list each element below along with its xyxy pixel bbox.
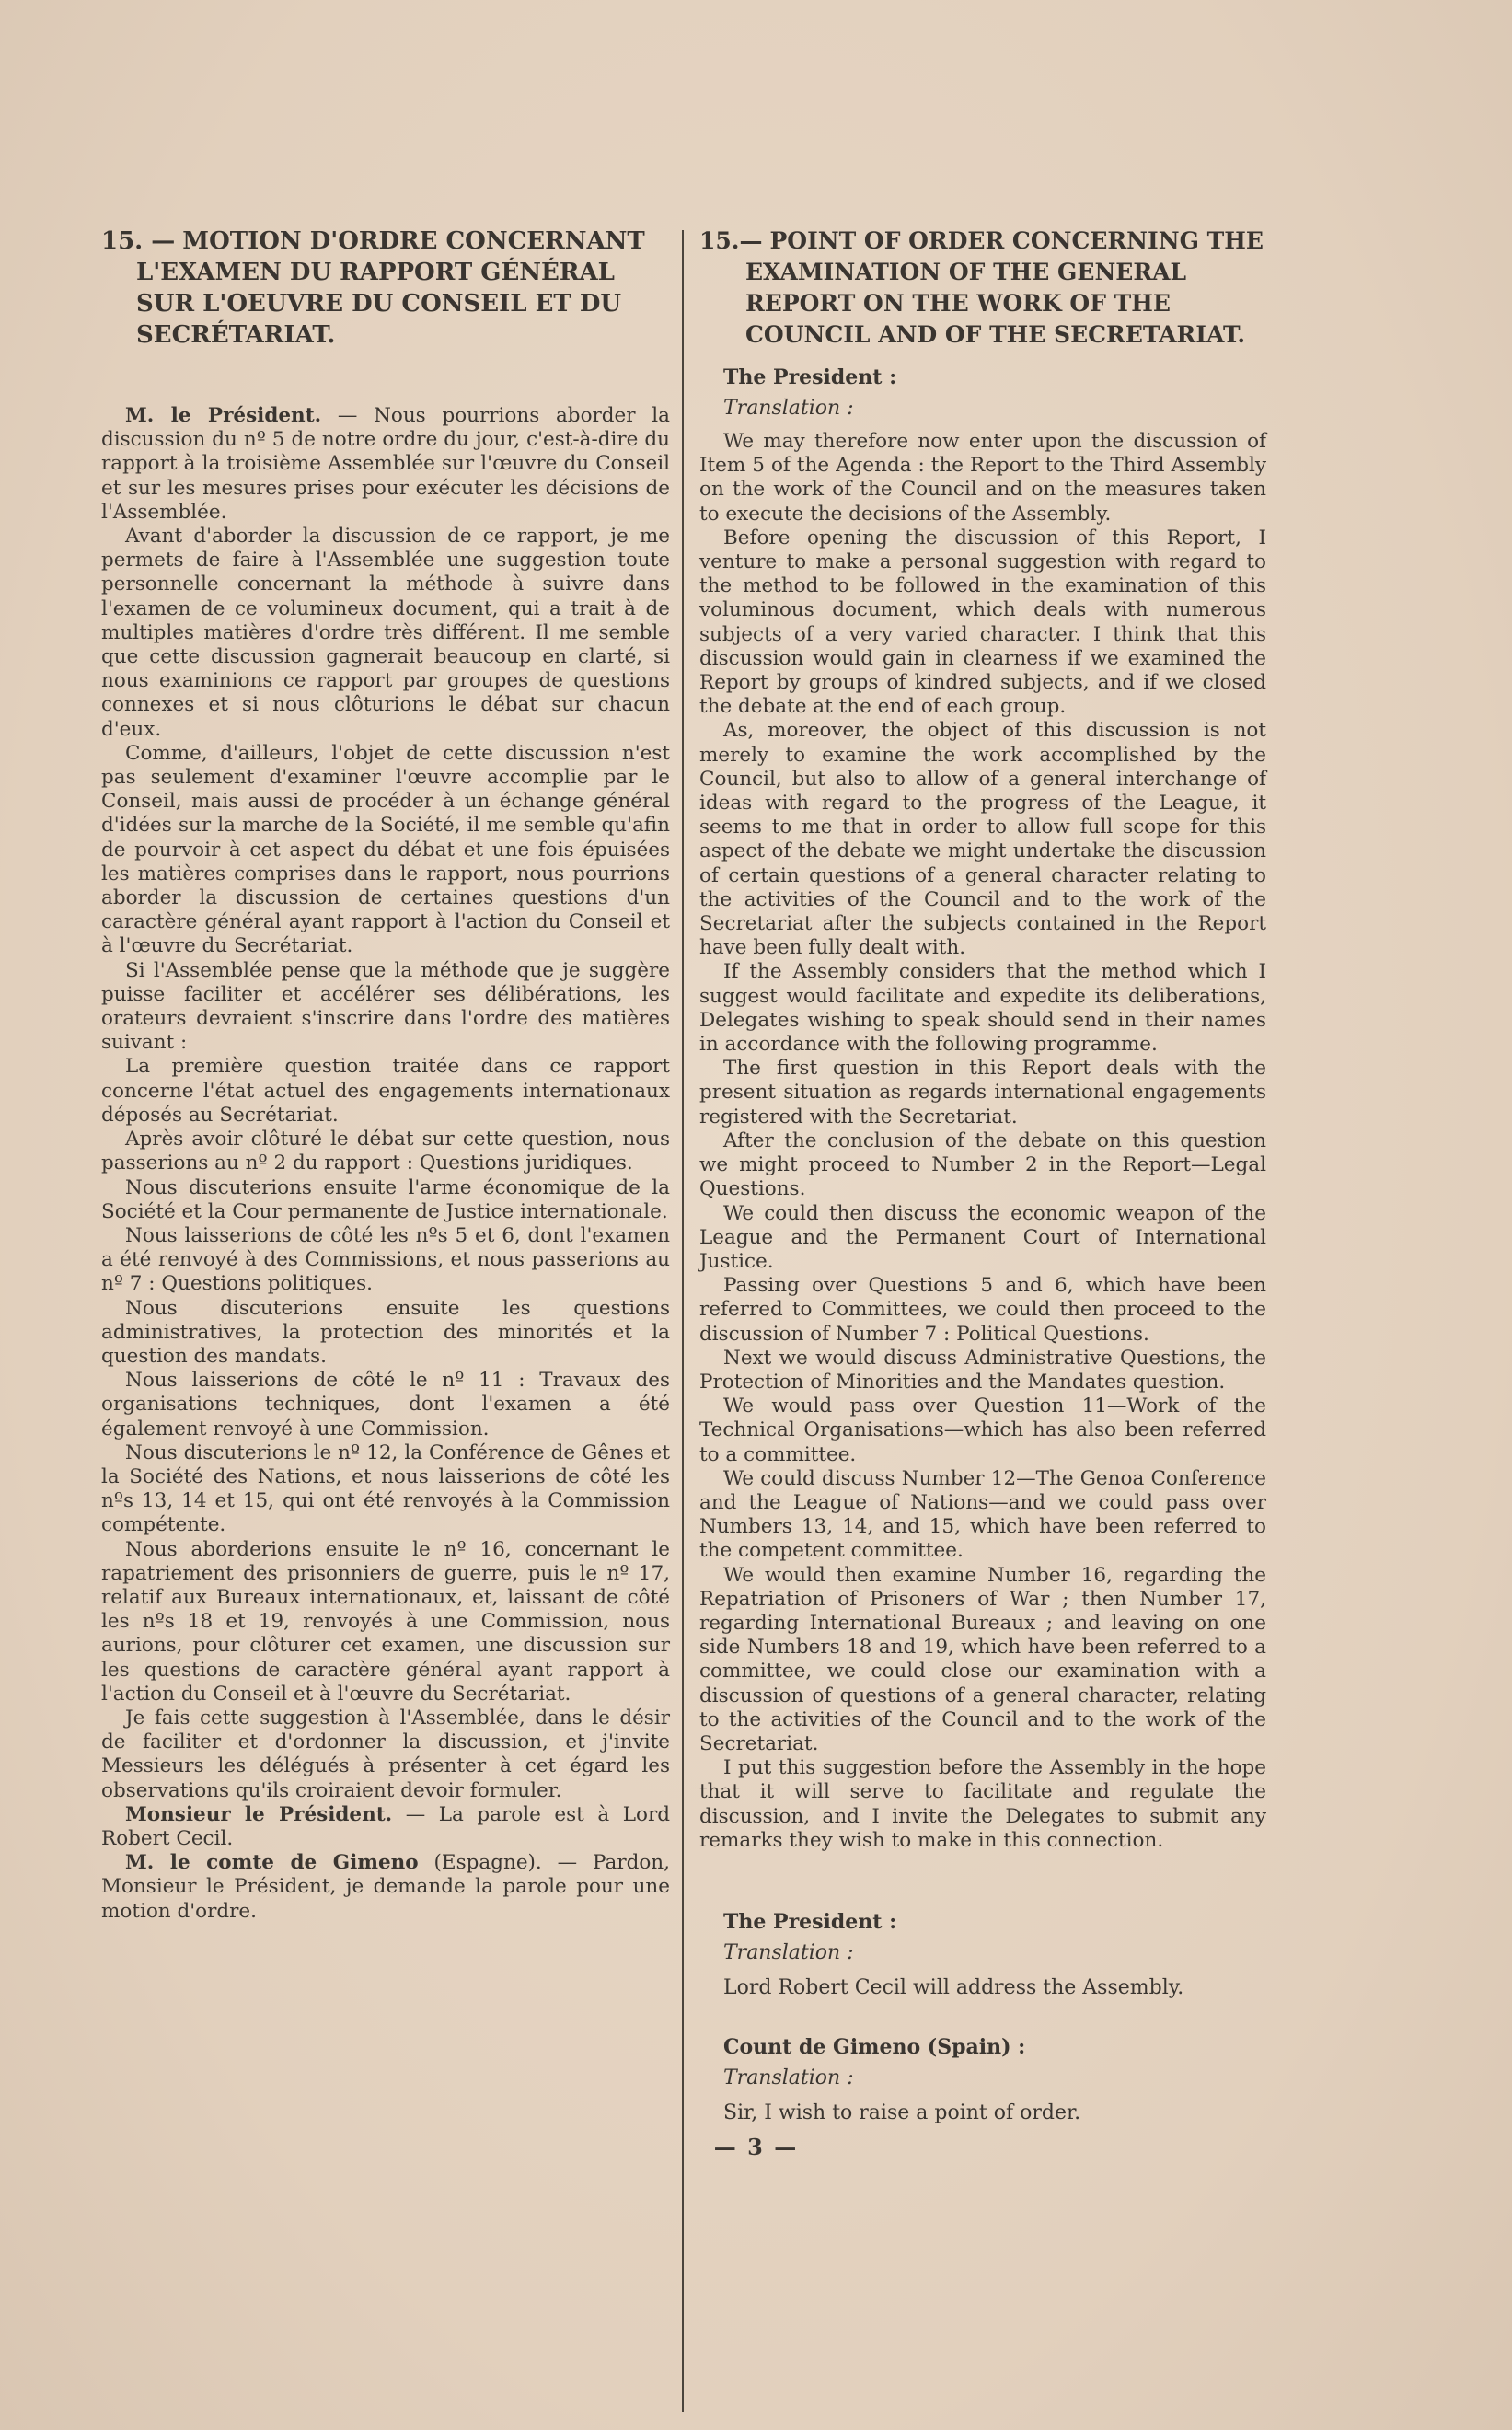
english-paragraph: After the conclusion of the debate on this question we might proceed to Number 2 in the Report—Legal Questions. [699,1128,1266,1201]
english-speaker-text: Sir, I wish to raise a point of order. [723,2100,1081,2124]
english-heading [699,226,1266,351]
english-paragraph: If the Assembly considers that the method which I suggest would facilitate and expedite its deliberations, Delegates wishing to speak should send in their names in accordance with the following programme. [699,960,1266,1057]
english-paragraph: We could discuss Number 12—The Genoa Conference and the League of Nations—and we could pass over Numbers 13, 14, and 15, which have been referred to the competent committee. [699,1466,1266,1563]
french-speaker-text: — La parole est à Lord Robert Cecil. [101,1802,670,1850]
page-number: — 3 — [713,2134,799,2160]
french-speaker-text: (Espagne). — Pardon, Monsieur le Président, je demande la parole pour une motion d'ordre. [101,1851,670,1923]
english-body [699,430,1266,1853]
french-paragraph: Nous laisserions de côté les nºs 5 et 6, dont l'examen a été renvoyé à des Commissions, et nous passerions au nº 7 : Questions politiques. [101,1223,670,1296]
english-heading-text: POINT OF ORDER CONCERNING THE EXAMINATION OF THE GENERAL REPORT ON THE WORK OF THE COUNCIL AND OF THE SECRETARIAT. [745,227,1264,348]
french-paragraph: Si l'Assemblée pense que la méthode que je suggère puisse faciliter et accélérer ses délibérations, les orateurs devraient s'inscrire dans l'ordre des matières suivant : [101,958,670,1055]
french-paragraph: La première question traitée dans ce rapport concerne l'état actuel des engagements internationaux déposés au Secrétariat. [101,1055,670,1127]
english-speaker-president-2: The President : [723,1909,897,1934]
english-paragraph: Before opening the discussion of this Report, I venture to make a personal suggestion with regard to the method to be followed in the examination of this voluminous document, which deals with numerous subjects of a very varied character. I think that this discussion would gain in clearness if we examined the Report by groups of kindred subjects, and if we closed the debate at the end of each group. [699,526,1266,719]
english-paragraph: We may therefore now enter upon the discussion of Item 5 of the Agenda : the Report to the Third Assembly on the work of the Council and on the measures taken to execute the decisions of the Assembly. [699,430,1266,526]
french-speaker-president-2: Monsieur le Président. [125,1802,393,1826]
english-paragraph: I put this suggestion before the Assembly in the hope that it will serve to facilitate and regulate the discussion, and I invite the Delegates to submit any remarks they wish to make in this connection. [699,1756,1266,1852]
french-paragraph: Nous aborderions ensuite le nº 16, concernant le rapatriement des prisonniers de guerre, puis le nº 17, relatif aux Bureaux internationaux, et, laissant de côté les nºs 18 et 19, renvoyés à une Commission, nous aurions, pour clôturer cet examen, une discussion sur les questions de caractère général ayant rapport à l'action du Conseil et à l'œuvre du Secrétariat. [101,1537,670,1706]
english-heading-number: 15.— [699,227,763,254]
english-paragraph: Passing over Questions 5 and 6, which have been referred to Committees, we could then proceed to the discussion of Number 7 : Political Questions. [699,1274,1266,1346]
french-paragraph: Je fais cette suggestion à l'Assemblée, dans le désir de faciliter et d'ordonner la discussion, et j'invite Messieurs les délégués à présenter à cet égard les observations qu'ils croiraient devoir formuler. [101,1706,670,1802]
french-heading-number: 15. — [101,227,176,255]
french-column [101,226,670,1924]
english-speaker-block [699,1908,1266,2002]
french-paragraph-text: — Nous pourrions aborder la discussion du nº 5 de notre ordre du jour, c'est-à-dire du rapport à la troisième Assemblée sur l'œuvre du Conseil et sur les mesures prises pour exécuter les décisions de l'Assemblée. [101,404,670,524]
french-speaker-gimeno: M. le comte de Gimeno [125,1851,419,1875]
french-paragraph: Nous laisserions de côté le nº 11 : Travaux des organisations techniques, dont l'examen a été également renvoyé à une Commission. [101,1369,670,1441]
translation-label: Translation : [723,397,854,420]
translation-label: Translation : [723,1940,854,1964]
english-paragraph: We would pass over Question 11—Work of the Technical Organisations—which has also been referred to a committee. [699,1394,1266,1466]
french-heading-text: MOTION D'ORDRE CONCERNANT L'EXAMEN DU RAPPORT GÉNÉRAL SUR L'OEUVRE DU CONSEIL ET DU SECRÉTARIAT. [136,227,645,349]
english-paragraph: We could then discuss the economic weapon of the League and the Permanent Court of International Justice. [699,1201,1266,1273]
french-paragraph: Après avoir clôturé le débat sur cette question, nous passerions au nº 2 du rapport : Questions juridiques. [101,1128,670,1175]
french-paragraph: Nous discuterions le nº 12, la Conférence de Gênes et la Société des Nations, et nous laisserions de côté les nºs 13, 14 et 15, qui ont été renvoyés à la Commission compétente. [101,1441,670,1537]
english-speaker-president: The President : [723,365,897,389]
english-speaker-block [699,2033,1266,2127]
column-divider [682,230,684,2412]
french-paragraph: Nous discuterions ensuite les questions administratives, la protection des minorités et la question des mandats. [101,1296,670,1368]
french-speaker-block [101,1803,670,1851]
english-speaker-gimeno: Count de Gimeno (Spain) : [723,2034,1026,2059]
english-paragraph: Next we would discuss Administrative Questions, the Protection of Minorities and the Mandates question. [699,1346,1266,1394]
english-paragraph: We would then examine Number 16, regarding the Repatriation of Prisoners of War ; then Number 17, regarding International Bureaux ; and leaving on one side Numbers 18 and 19, which have been referred to a committee, we could close our examination with a discussion of questions of a general character, relating to the activities of the Council and to the work of the Secretariat. [699,1563,1266,1755]
english-paragraph: As, moreover, the object of this discussion is not merely to examine the work accomplished by the Council, but also to allow of a general interchange of ideas with regard to the progress of the League, it seems to me that in order to allow full scope for this aspect of the debate we might undertake the discussion of certain questions of a general character relating to the activities of the Council and to the work of the Secretariat after the subjects contained in the Report have been fully dealt with. [699,719,1266,960]
french-paragraph: Nous discuterions ensuite l'arme économique de la Société et la Cour permanente de Justice internationale. [101,1175,670,1223]
translation-label: Translation : [723,2066,854,2089]
french-heading [101,226,670,351]
english-paragraph: The first question in this Report deals with the present situation as regards international engagements registered with the Secretariat. [699,1057,1266,1128]
english-speaker-text: Lord Robert Cecil will address the Assembly. [723,1975,1184,1999]
english-column [699,226,1266,2127]
french-paragraph: Avant d'aborder la discussion de ce rapport, je me permets de faire à l'Assemblée une suggestion toute personnelle concernant la méthode à suivre dans l'examen de ce volumineux document, qui a trait à de multiples matières d'ordre très différent. Il me semble que cette discussion gagnerait beaucoup en clarté, si nous examinions ce rapport par groupes de questions connexes et si nous clôturions le débat sur chacun d'eux. [101,525,670,741]
french-paragraph: Comme, d'ailleurs, l'objet de cette discussion n'est pas seulement d'examiner l'œuvre accomplie par le Conseil, mais aussi de procéder à un échange général d'idées sur la marche de la Société, il me semble qu'afin de pourvoir à cet aspect du débat et une fois épuisées les matières comprises dans le rapport, nous pourrions aborder la discussion de certaines questions d'un caractère général ayant rapport à l'action du Conseil et à l'œuvre du Secrétariat. [101,741,670,958]
french-speaker-block [101,1851,670,1924]
french-speaker-president: M. le Président. [125,404,322,427]
french-paragraph [101,404,670,525]
